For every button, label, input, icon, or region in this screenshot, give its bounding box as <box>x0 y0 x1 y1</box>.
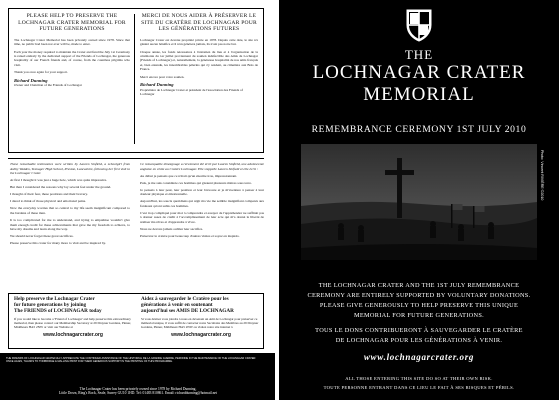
testimony-para: Je pensais à leur peur, leur position et leur bravoure et je m'aventure à penser à leur douleur physique et émotionnelle. <box>140 187 264 197</box>
footer-acknowledgements <box>6 357 270 364</box>
title-the: THE <box>404 47 434 62</box>
donation-english <box>289 281 549 321</box>
signature: Richard Dunning <box>140 82 174 88</box>
testimony-english <box>10 162 130 248</box>
section-rule <box>8 158 264 159</box>
testimony-para: Now the everyday worries that so central to my life seem insignificant compared to the burdens of these men. <box>10 206 130 215</box>
testimony-intro: Ce remarquable témoignage a récemment été écrit par Lauren Sinfield, une adolescente anglaise en visite au Cratère Lochnagar. Elle s'appelle Lauren Sinfield et elle écrit : <box>140 162 264 171</box>
testimony-para: Au début je pensais que ce n'était qu'un énorme trou, impressionnant. <box>140 173 238 178</box>
testimony-para: We should never forget these great sacrifices. <box>10 234 74 239</box>
testimony-para: At first I thought it was just a huge hole, which was quite impressive. <box>10 178 108 183</box>
donation-line: MEMORIAL FOR FUTURE GENERATIONS. <box>353 312 485 319</box>
testimony-para: C'est trop compliqué pour moi à comprendre et essayer de l'appréhender ne suffirait pas à donner assez de crédit à l'accomplissement de leur acte qui m'a donné la liberté de réaliser ma rêves et d'apprendre à vivre. <box>140 210 264 224</box>
testimony-para: Aujourd'hui, les soucis quotidiens qui régit ma vie me semble insignifiant comparés aux fardeaux qu'ont subis ces hommes. <box>140 199 264 208</box>
membership-heading: générations à venir en soutenant <box>141 301 213 308</box>
cover-page <box>279 0 559 400</box>
membership-heading: aujourd'hui ses AMIS DE LOCHNAGAR <box>141 307 234 314</box>
footer-band <box>0 353 275 400</box>
website-link[interactable]: www.lochnagarcrater.org <box>171 332 231 338</box>
donation-line: CEREMONY ARE ENTIRELY SUPPORTED BY VOLUNTARY DONATIONS. <box>307 292 531 299</box>
membership-english <box>14 297 132 338</box>
membership-heading: Aidez à sauvegarder le Cratère pour les <box>141 296 229 302</box>
risk-warning-en: ALL THOSE ENTERING THIS SITE DO SO AT THEIR OWN RISK. <box>345 376 493 381</box>
donation-line: PLEASE GIVE GENEROUSLY TO HELP PRESERVE THIS UNIQUE <box>319 302 519 309</box>
donation-line: TOUS LE DONS CONTRIBUERONT À SAUVEGARDER LE CRATÈRE <box>315 327 523 334</box>
donation-line: THE LOCHNAGAR CRATER AND THE 1ST JULY REMEMBRANCE <box>318 282 520 289</box>
risk-warning-fr: TOUTE PERSONNE ENTRANT DANS CE LIEU LE FAIT À SES RISQUES ET PÉRILS. <box>323 385 515 390</box>
donation-french <box>289 326 549 346</box>
appeal-para: Thank you once again for your support. <box>14 70 68 75</box>
appeal-para: Each year the money required to maintain the Crater and fund the July 1st Ceremony is raised entirely by the dedicated support of the Friends of Lochnagar, the generous hospitality of our French friends and, of course, from the countless pilgrims who visit. <box>14 49 130 67</box>
appeal-heading-en: PLEASE HELP TO PRESERVE THE LOCHNAGAR CRATER MEMORIAL FOR FUTURE GENERATIONS <box>18 13 126 33</box>
testimony-para: Nous ne devons jamais oublier leur sacrifice. <box>140 227 204 232</box>
testimony-para: I dared to think of those physical and emotional pains. <box>10 199 87 204</box>
website-link[interactable]: www.lochnagarcrater.org <box>43 332 103 338</box>
appeal-french <box>140 13 258 96</box>
ceremony-photo <box>301 144 537 260</box>
testimony-para: I thought of their fear, these positions and their bravery. <box>10 192 88 197</box>
donation-line: DE LOCHNAGAR POUR LES GÉNÉRATIONS À VENIR. <box>335 337 503 344</box>
crest-icon <box>404 7 434 43</box>
appeal-para: Merci encore pour votre soutien. <box>140 74 185 79</box>
footer-owner <box>6 387 270 396</box>
back-page <box>0 0 275 400</box>
appeal-heading-fr: MERCI DE NOUS AIDER À PRÉSERVER LE SITE DU CRATÈRE DE LOCHNAGAR POUR LES GÉNÉRATIONS FUTURES <box>141 13 257 33</box>
membership-heading: The FRIENDS of LOCHNAGAR today <box>14 307 102 314</box>
testimony-para: But then I considered the reasons why lay several feet under the ground. <box>10 185 112 190</box>
membership-text: Si vous désirez vous joindre à nous en devenant un Ami de Lochnagar pour préserver ce mémorial unique, il vous suffit de contacter notre Secrétaire des Membres au 29 Drayner Gardens, Pinner, Middlesex HA5 2NW ou visitez notre site internet à <box>141 316 259 329</box>
membership-heading: for future generations by joining <box>14 301 87 308</box>
signature: Richard Dunning <box>14 77 48 83</box>
appeal-para: Chaque année, les fonds nécessaires à l'entretien du lieu et à l'organisation de la cérémonie du 1er juillet proviennent du soutien indéfectible des Amis de Lochnagar (Friends of Lochnagar) et, naturellement, la généreuse hospitalité de nos amis français et, bien entendu, les innombrables pèlerins qui s'y rendent, au cimetière aux Bois de France. <box>140 49 258 72</box>
signature-role: Owner and Chairman of the Friends of Lochnagar <box>14 83 82 88</box>
membership-text: If you would like to become a 'Friend of Lochnagar' and help preserve this extraordinary memorial, then please contact our Membership Secretary at 29 Drayner Gardens, Pinner, Middlesex HA5 2NW or visit our Website at <box>14 316 132 329</box>
footer-line: Little Down, Ring's Rock, Seale, Surrey GU10 1HD. Tel: 01483 810861. Email: richarddunning@hotmail.net <box>59 391 217 396</box>
cover-website-link[interactable]: www.lochnagarcrater.org <box>363 352 475 362</box>
membership-box <box>8 293 264 349</box>
membership-heading: Help preserve the Lochnagar Crater <box>14 296 95 302</box>
cover-title: MEMORIAL <box>363 84 475 105</box>
appeal-english <box>14 13 130 88</box>
footer-line: The Lochnagar Crater has been privately owned since 1978 by Richard Dunning, <box>79 387 197 391</box>
footer-line: ONCE AGAIN, THANKS TO TONBRIDGE & MALLING PRINT FOR THEIR GENEROUS SUPPORT IN THE PRINTING OF THIS PROGRAMME. <box>6 360 173 364</box>
appeal-para: Lochnagar Crater est devenu propriété privée en 1978. Depuis cette date, le site n'a généré aucun bénéfice et il n'en générera jamais, ils n'ont pas notre but. <box>140 37 258 47</box>
photo-credit <box>537 150 545 254</box>
testimony-para: Please preserve this crater for many more to visit and be inspired by. <box>10 241 106 246</box>
testimony-french <box>140 162 264 241</box>
testimony-para: It is too complicated for me to understand, and trying to empathise wouldn't give them enough credit for these achievements that gave me my freedom to achieve, to have my dreams and learn along the way. <box>10 218 130 232</box>
signature-role: Propriétaire de Lochnagar Crater et président de l'association des Friends of Lochnagar <box>140 87 243 97</box>
testimony-para: Préservez le cratère pour beaucoup d'autres visites et soyez en inspirés. <box>140 234 240 239</box>
membership-french <box>141 297 261 338</box>
testimony-para: Puis, je me suis considérée ces hommes qui gisaient plusieurs mètres sous terre. <box>140 180 252 185</box>
footer-line: THE FRIENDS OF LOCHNAGAR GRATEFULLY APPRECIATE THE CONTINUED ASSISTANCE OF THE HISTORIAL DE LA GRANDE GUERRE, PERONNE IN THE MAINTENANCE OF THE LOCHNAGAR CRATER. <box>6 357 257 360</box>
cover-title: LOCHNAGAR CRATER <box>312 62 526 83</box>
testimony-intro: These remarkable testimonies were written by Lauren Sinfield, a schoolgirl from Ashby Walden, Teenager High School, Preston, Lancashire, following her first visit to the Lochnagar Crater. <box>10 162 130 175</box>
photo-credit-text: Photo: Vincent RIVIÈRE ©2010 <box>540 150 544 201</box>
ceremony-date: REMEMBRANCE CEREMONY 1ST JULY 2010 <box>311 124 527 135</box>
appeal-para: The Lochnagar Crater Memorial has been privately owned since 1978. Since that time, no public had been nor ever will be, made to enter. <box>14 37 130 47</box>
column-divider <box>134 14 135 144</box>
